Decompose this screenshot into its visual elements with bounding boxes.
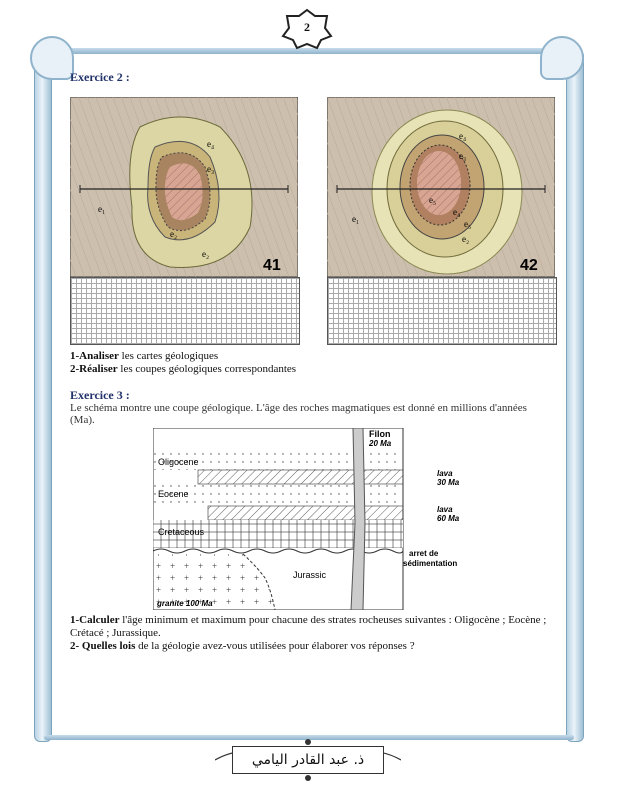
- exercise3-question-1: [70, 614, 550, 640]
- question-text: les cartes géologiques: [118, 350, 219, 362]
- arret-label: sédimentation: [403, 559, 458, 568]
- question-verb: 1-Analiser: [70, 350, 119, 362]
- arret-label: arret de: [409, 549, 439, 558]
- exercise3-questions: [70, 614, 550, 653]
- exercise2-title: Exercice 2 :: [70, 70, 130, 84]
- lava2-label: lava: [437, 505, 453, 514]
- exercise3-question-2: [70, 640, 550, 653]
- layer-label-cretaceous: Cretaceous: [158, 527, 205, 537]
- frame-corner-ornament: [30, 36, 74, 80]
- lava1-label: lava: [437, 469, 453, 478]
- question-verb: 2- Quelles lois: [70, 640, 136, 652]
- geologic-map-42: [327, 97, 555, 345]
- map2-label: e₅: [429, 195, 437, 205]
- question-verb: 1-Calculer: [70, 614, 120, 626]
- exercise2-question-2: [70, 363, 296, 376]
- granite-label: granite 100 Ma: [157, 599, 213, 608]
- map1-label: e₁: [98, 204, 106, 214]
- map2-label: e₃: [459, 151, 467, 161]
- geologic-maps: [70, 97, 560, 345]
- map2-label: e₄: [453, 207, 461, 217]
- map2-label: e₂: [462, 234, 470, 244]
- cross-section-grid: [327, 277, 557, 345]
- question-text: l'âge minimum et maximum pour chacune des strates rocheuses suivantes : Oligocène ; Eocène ; Crétacé ; Jurassique.: [70, 614, 547, 639]
- layer-label-eocene: Eocene: [158, 489, 189, 499]
- exercise2-section: [70, 70, 550, 85]
- map2-label: e₁: [352, 214, 360, 224]
- map1-label: e₄: [207, 139, 215, 149]
- exercise3-intro: Le schéma montre une coupe géologique. L'âge des roches magmatiques est donné en millions d'années (Ma).: [70, 402, 527, 426]
- map1-number: 41: [263, 257, 281, 274]
- question-text: de la géologie avez-vous utilisées pour élaborer vos réponses ?: [135, 640, 415, 652]
- exercise2-question-1: [70, 350, 218, 363]
- map2-label: e₅: [464, 219, 472, 229]
- layer-label-oligocene: Oligocene: [158, 457, 199, 467]
- question-verb: 2-Réaliser: [70, 363, 118, 375]
- map1-label: e₂: [202, 249, 210, 259]
- frame-right-pillar: [566, 50, 584, 742]
- question-text: les coupes géologiques correspondantes: [117, 363, 297, 375]
- author-signature: ذ. عبد القادر اليامي: [232, 746, 384, 774]
- cross-section-grid: [70, 277, 300, 345]
- map2-label: e₄: [459, 131, 467, 141]
- map1-label: e₂: [170, 229, 178, 239]
- layer-label-jurassic: Jurassic: [293, 570, 327, 580]
- geologic-map-41: [70, 97, 298, 345]
- lava2-age: 60 Ma: [437, 514, 460, 523]
- frame-left-pillar: [34, 50, 52, 742]
- exercise3-title: Exercice 3 :: [70, 388, 130, 402]
- map2-number: 42: [520, 257, 538, 274]
- page-number: 2: [304, 20, 310, 34]
- filon-age: 20 Ma: [369, 439, 392, 448]
- map1-label: e₃: [207, 164, 215, 174]
- lava1-age: 30 Ma: [437, 478, 460, 487]
- geologic-cross-section-diagram: [153, 428, 466, 610]
- filon-label: Filon: [369, 429, 391, 439]
